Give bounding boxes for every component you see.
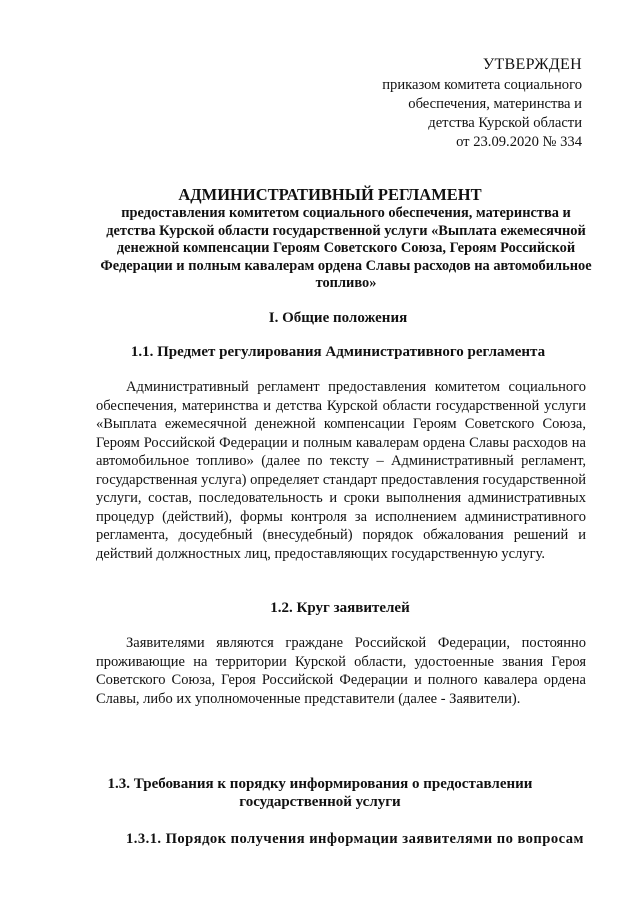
paragraph-applicants: Заявителями являются граждане Российской Федерации, постоянно проживающие на территории Курской области, удостоенные звания Героя Советского Союза, Героя Российской Федерации и полного кавалера ордена Славы, либо их уполномоченные представители (далее - Заявители). [96,635,586,707]
section-heading-applicants: 1.2. Круг заявителей [270,600,410,616]
section-heading-informing [0,775,640,811]
approval-stamp [282,55,582,152]
approval-heading: УТВЕРЖДЕН [482,56,582,73]
approval-date: от 23.09.2020 № 334 [456,134,582,150]
approval-line: обеспечения, материнства и [408,96,582,112]
section-heading-subject: 1.1. Предмет регулирования Административного регламента [130,344,546,360]
section-heading-general: I. Общие положения [268,310,408,326]
approval-line: детства Курской области [428,115,582,131]
document-subtitle: предоставления комитетом социального обеспечения, материнства и детства Курской области государственной услуги «Выплата ежемесячной денежной компенсации Героям Советского Союза, Героям Российской Федерации и полным кавалерам ордена Славы расходов на автомобильное топливо» [100,205,592,292]
paragraph-subject: Административный регламент предоставления комитетом социального обеспечения, материнства и детства Курской области государственной услуги «Выплата ежемесячной денежной компенсации Героям Советского Союза, Героям Российской Федерации и полным кавалерам ордена Славы расходов на автомобильное топливо» (далее по тексту – Административный регламент, государственная услуга) определяет стандарт предоставления государственной услуги, состав, последовательность и сроки выполнения административных процедур (действий), формы контроля за исполнением административного регламента, досудебный (внесудебный) порядок обжалования решений и действий должностных лиц, предоставляющих государственную услугу. [96,379,586,562]
section-heading-informing-line: 1.3. Требования к порядку информирования о предоставлении [107,776,533,792]
subsection-heading-informing-order: 1.3.1. Порядок получения информации заявителями по вопросам [126,831,584,847]
section-heading-informing-line: государственной услуги [239,794,401,810]
document-title: АДМИНИСТРАТИВНЫЙ РЕГЛАМЕНТ [178,185,482,204]
approval-line: приказом комитета социального [382,77,582,93]
